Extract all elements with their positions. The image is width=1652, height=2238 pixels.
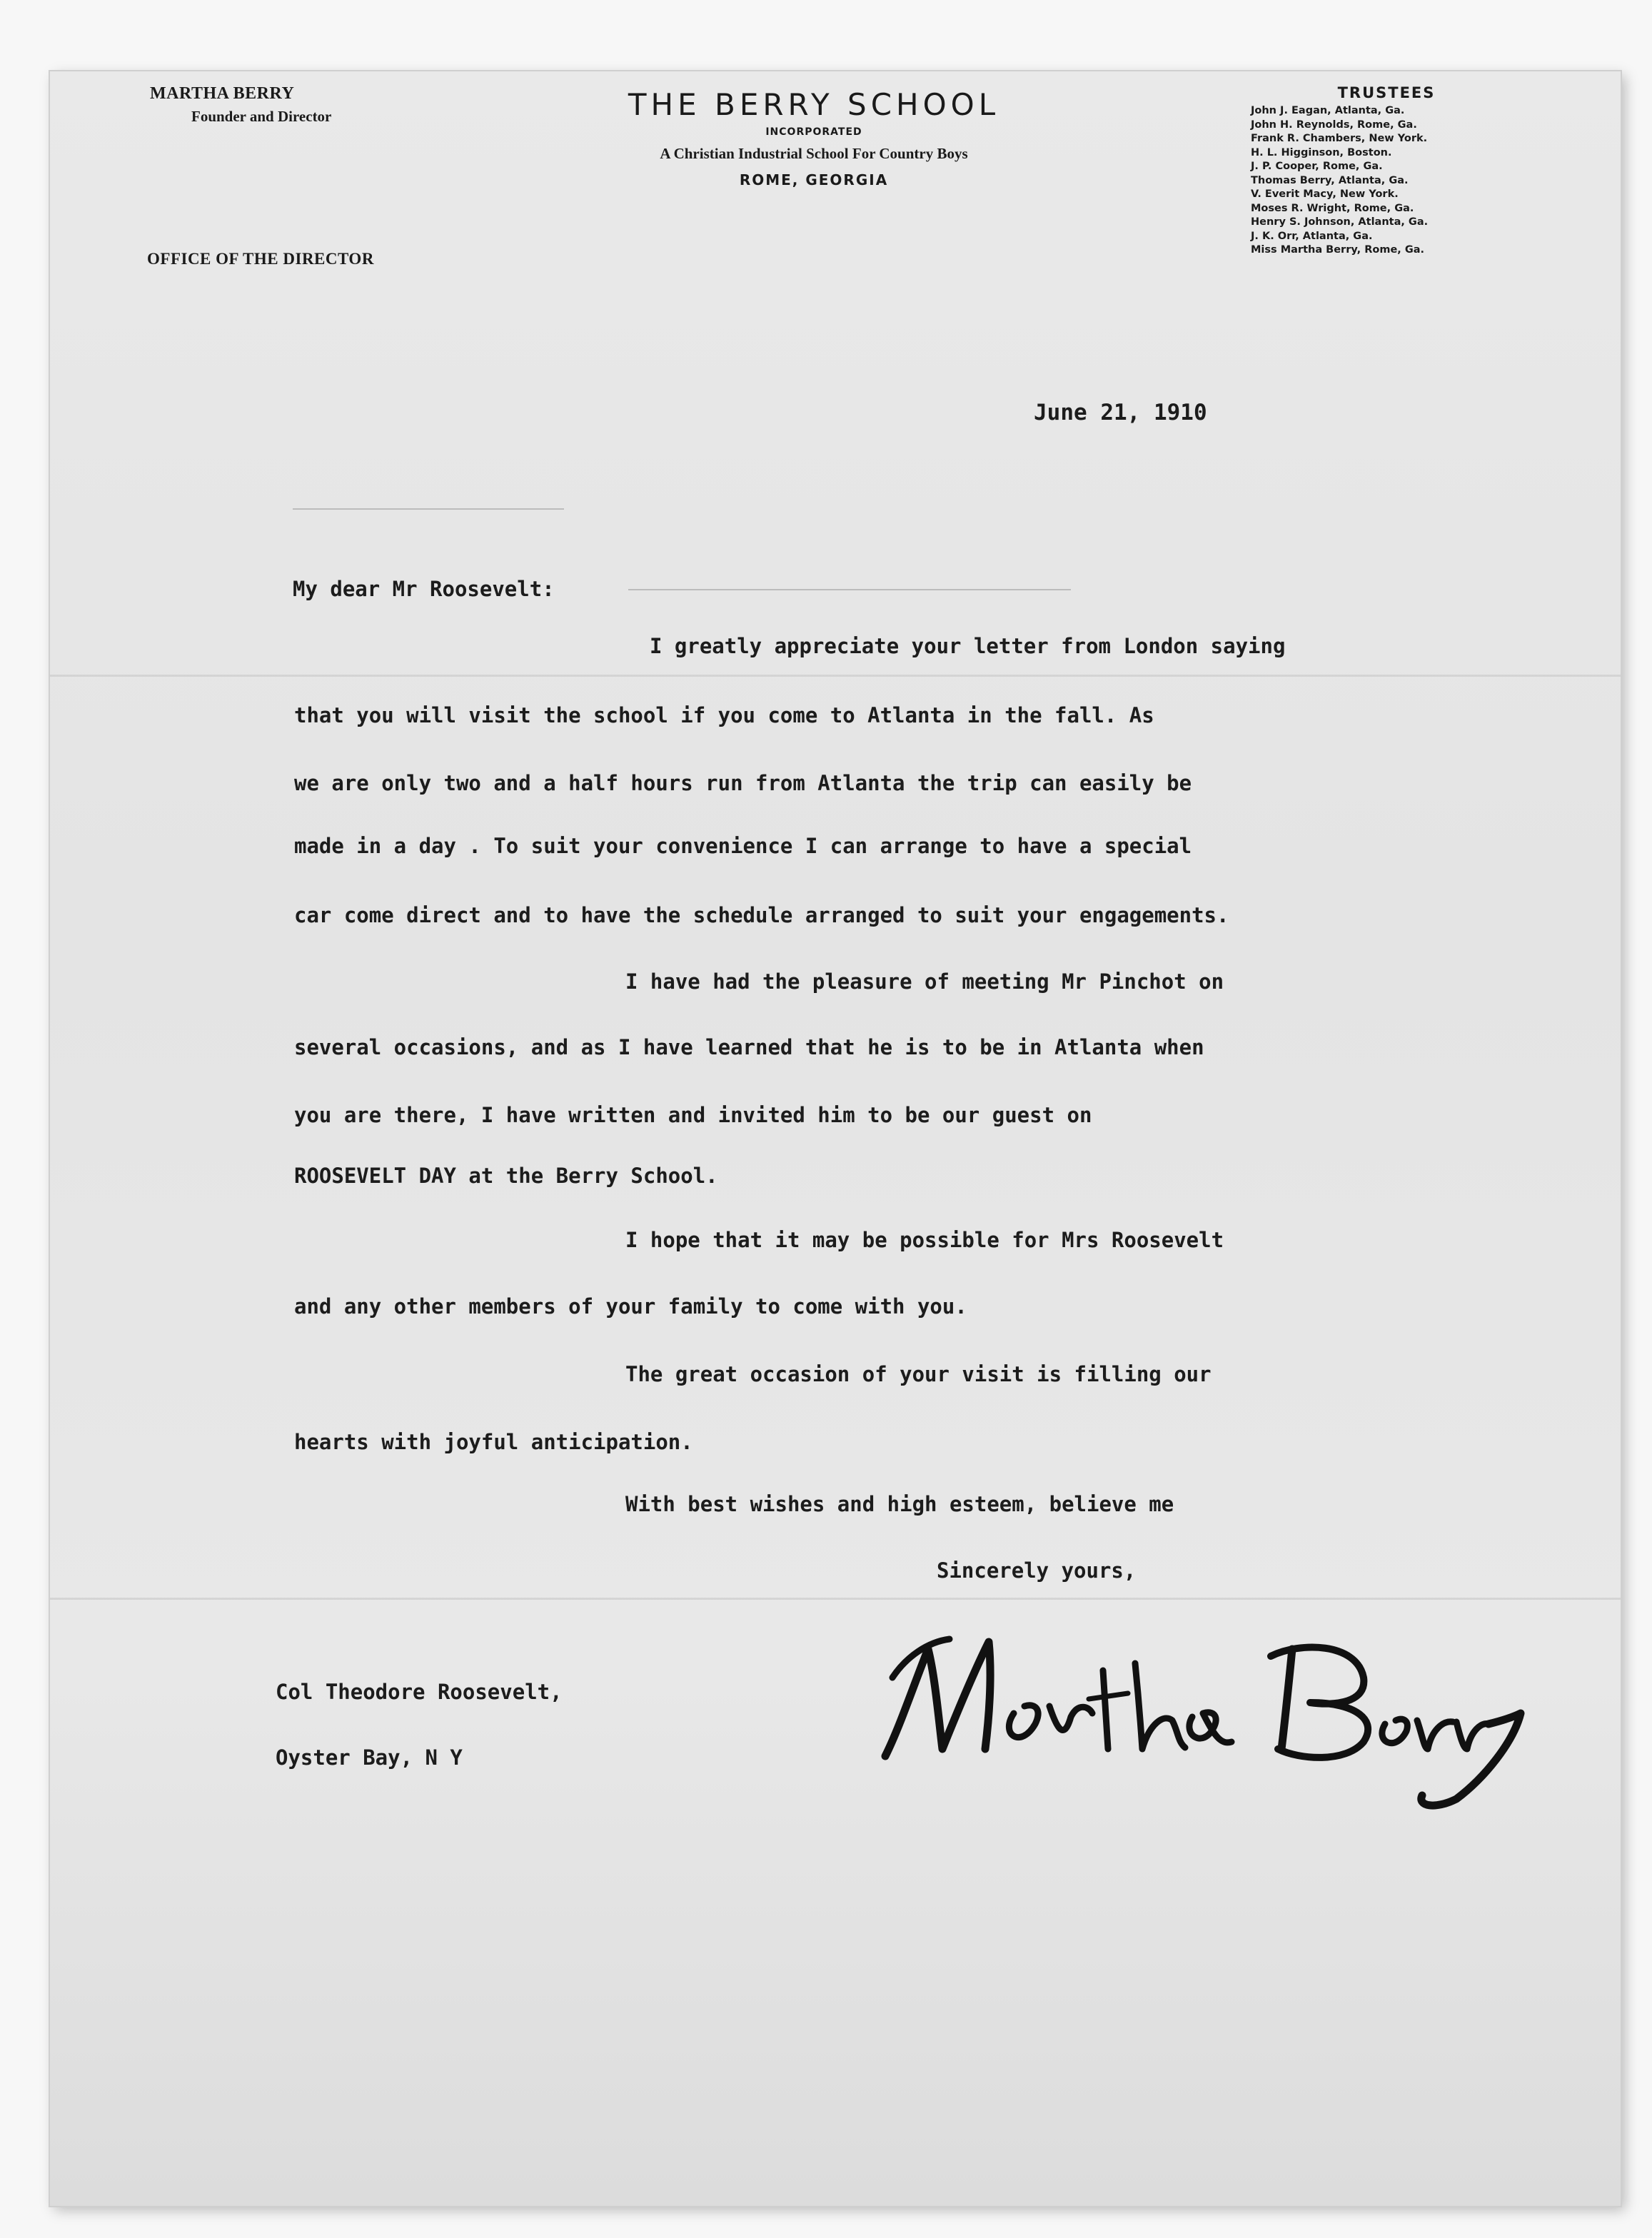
incorporated-label: INCORPORATED — [765, 126, 862, 138]
letterhead-school — [543, 87, 1085, 188]
faded-offset-text — [628, 589, 1071, 590]
body-line: I greatly appreciate your letter from London saying — [650, 634, 1286, 658]
body-line: hearts with joyful anticipation. — [294, 1430, 693, 1454]
trustees-list — [1251, 84, 1522, 258]
trustee-entry: Miss Martha Berry, Rome, Ga. — [1251, 244, 1425, 256]
letter-page — [50, 71, 1621, 2206]
trustee-entry: Frank R. Chambers, New York. — [1251, 133, 1428, 144]
letterhead-founder — [150, 84, 331, 126]
trustee-entry: John J. Eagan, Atlanta, Ga. — [1251, 105, 1405, 116]
trustee-entry: V. Everit Macy, New York. — [1251, 188, 1399, 200]
trustee-entry: J. P. Cooper, Rome, Ga. — [1251, 161, 1383, 172]
body-line: that you will visit the school if you come to Atlanta in the fall. As — [294, 703, 1154, 727]
trustee-entry: John H. Reynolds, Rome, Ga. — [1251, 119, 1417, 131]
body-line: you are there, I have written and invited him to be our guest on — [294, 1103, 1092, 1127]
body-line: and any other members of your family to come with you. — [294, 1294, 967, 1319]
office-label: OFFICE OF THE DIRECTOR — [147, 250, 374, 268]
trustee-entry: Moses R. Wright, Rome, Ga. — [1251, 202, 1414, 214]
body-line: we are only two and a half hours run from Atlanta the trip can easily be — [294, 771, 1192, 795]
trustees-heading: TRUSTEES — [1337, 84, 1436, 101]
trustee-entry: Henry S. Johnson, Atlanta, Ga. — [1251, 216, 1429, 228]
handwritten-signature — [842, 1571, 1528, 1813]
salutation: My dear Mr Roosevelt: — [293, 577, 555, 601]
trustee-entry: Thomas Berry, Atlanta, Ga. — [1251, 174, 1409, 186]
body-line: made in a day . To suit your convenience I can arrange to have a special — [294, 834, 1192, 858]
faded-offset-text — [293, 508, 564, 510]
letter-date: June 21, 1910 — [1034, 400, 1207, 425]
body-line: I hope that it may be possible for Mrs Roosevelt — [625, 1228, 1224, 1252]
body-line: ROOSEVELT DAY at the Berry School. — [294, 1164, 718, 1188]
founder-title: Founder and Director — [191, 108, 332, 125]
body-line: several occasions, and as I have learned that he is to be in Atlanta when — [294, 1035, 1204, 1059]
recipient-address: Oyster Bay, N Y — [276, 1745, 463, 1770]
trustee-entry: J. K. Orr, Atlanta, Ga. — [1251, 230, 1373, 242]
body-line: The great occasion of your visit is filling our — [625, 1362, 1212, 1386]
school-name: THE BERRY SCHOOL — [628, 87, 1000, 122]
body-line: With best wishes and high esteem, believe me — [625, 1492, 1174, 1516]
school-location: ROME, GEORGIA — [739, 171, 889, 188]
body-line: car come direct and to have the schedule arranged to suit your engagements. — [294, 903, 1229, 927]
founder-name: MARTHA BERRY — [150, 84, 295, 103]
body-line: I have had the pleasure of meeting Mr Pinchot on — [625, 969, 1224, 994]
recipient-name: Col Theodore Roosevelt, — [276, 1680, 563, 1704]
school-description: A Christian Industrial School For Country Boys — [660, 145, 968, 162]
paper-fold-line — [50, 675, 1621, 677]
closing: Sincerely yours, — [937, 1558, 1137, 1583]
trustee-entry: H. L. Higginson, Boston. — [1251, 146, 1392, 158]
